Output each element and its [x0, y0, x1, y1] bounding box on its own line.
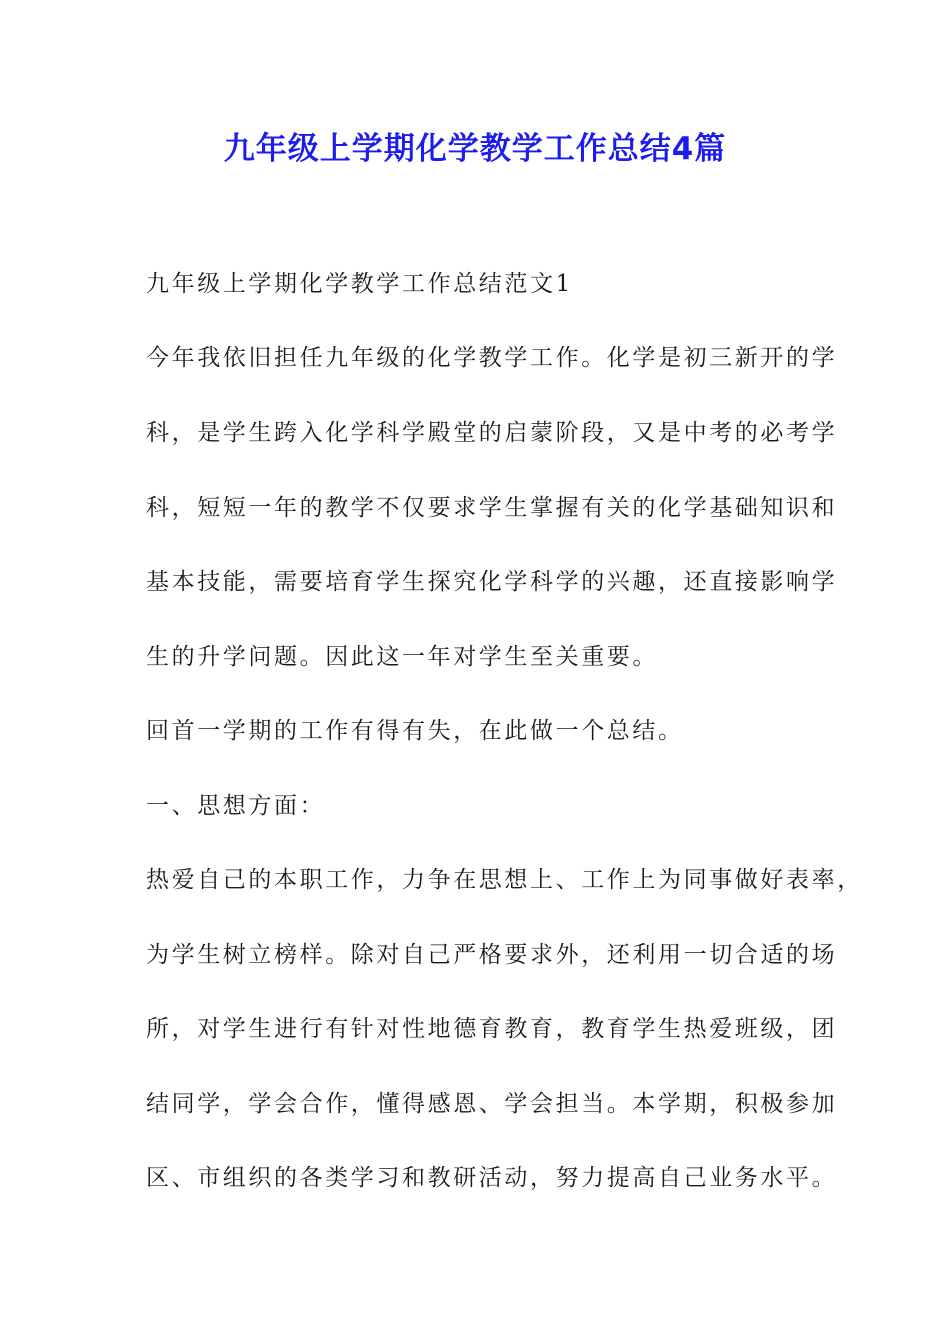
paragraph-line: 结同学，学会合作，懂得感恩、学会担当。本学期，积极参加: [146, 1091, 838, 1117]
paragraph-line: 基本技能，需要培育学生探究化学科学的兴趣，还直接影响学: [146, 569, 838, 595]
paragraph-line: 生的升学问题。因此这一年对学生至关重要。: [146, 644, 658, 670]
paragraph-line: 科，是学生跨入化学科学殿堂的启蒙阶段，又是中考的必考学: [146, 420, 838, 446]
paragraph-line: 今年我依旧担任九年级的化学教学工作。化学是初三新开的学: [146, 345, 838, 371]
paragraph-line: 为学生树立榜样。除对自己严格要求外，还利用一切合适的场: [146, 942, 838, 968]
paragraph-line: 所，对学生进行有针对性地德育教育，教育学生热爱班级，团: [146, 1016, 838, 1042]
paragraph-line: 热爱自己的本职工作，力争在思想上、工作上为同事做好表率，: [146, 867, 863, 893]
paragraph-line: 区、市组织的各类学习和教研活动，努力提高自己业务水平。: [146, 1165, 838, 1191]
paragraph-line: 科，短短一年的教学不仅要求学生掌握有关的化学基础知识和: [146, 495, 838, 521]
section-heading: 九年级上学期化学教学工作总结范文1: [146, 271, 573, 297]
document-title: 九年级上学期化学教学工作总结4篇: [223, 131, 727, 167]
subsection-heading: 一、思想方面：: [146, 793, 326, 819]
paragraph-line: 回首一学期的工作有得有失，在此做一个总结。: [146, 718, 684, 744]
